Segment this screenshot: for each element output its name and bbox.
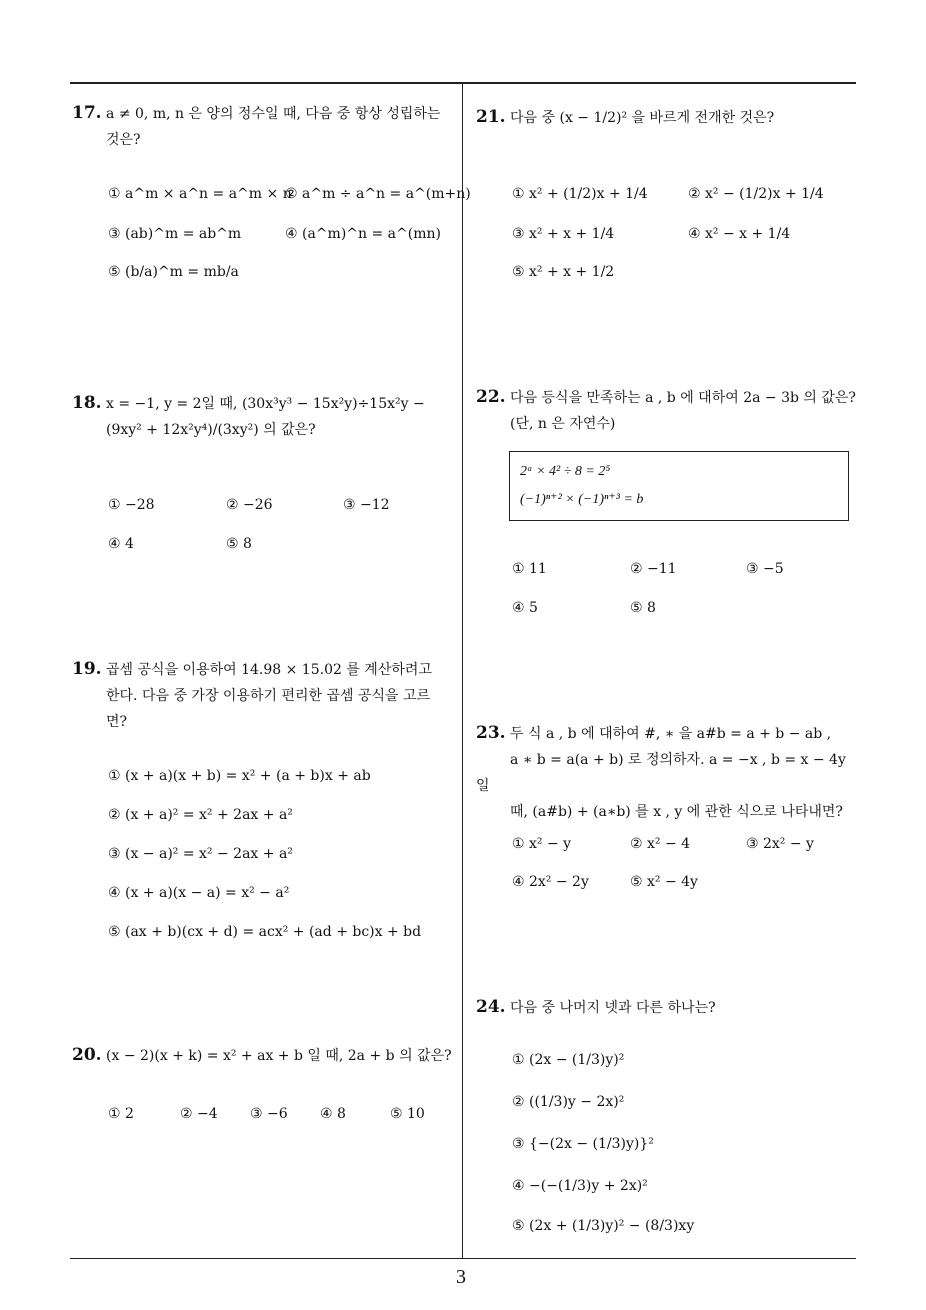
option-1[interactable]: ① (2x − (1/3)y)² — [512, 1052, 625, 1068]
option-2[interactable]: ② x² − (1/2)x + 1/4 — [688, 186, 824, 202]
question-stem: 다음 중 (x − 1/2)² 을 바르게 전개한 것은? — [510, 110, 775, 126]
question-stem: 다음 중 나머지 넷과 다른 하나는? — [510, 1000, 716, 1016]
question-17 — [72, 100, 457, 153]
option-3[interactable]: ③ x² + x + 1/4 — [512, 226, 615, 242]
option-1[interactable]: ① x² + (1/2)x + 1/4 — [512, 186, 648, 202]
question-number: 19. — [72, 659, 102, 679]
bottom-rule — [70, 1258, 856, 1259]
question-stem-cont: (9xy² + 12x²y⁴)/(3xy²) 의 값은? — [106, 422, 316, 438]
question-20 — [72, 1042, 457, 1069]
question-19 — [72, 656, 457, 735]
question-stem-cont: 때, (a#b) + (a∗b) 를 x , y 에 관한 식으로 나타내면? — [510, 804, 843, 820]
option-2[interactable]: ② x² − 4 — [630, 836, 691, 852]
option-2[interactable]: ② ((1/3)y − 2x)² — [512, 1094, 625, 1110]
option-1[interactable]: ① 11 — [512, 561, 547, 577]
option-2[interactable]: ② (x + a)² = x² + 2ax + a² — [108, 807, 293, 823]
option-1[interactable]: ① −28 — [108, 497, 155, 513]
option-5[interactable]: ⑤ 10 — [390, 1106, 425, 1122]
option-5[interactable]: ⑤ x² + x + 1/2 — [512, 264, 615, 280]
question-number: 23. — [476, 723, 506, 743]
option-4[interactable]: ④ (x + a)(x − a) = x² − a² — [108, 885, 290, 901]
option-2[interactable]: ② −11 — [630, 561, 677, 577]
option-1[interactable]: ① 2 — [108, 1106, 134, 1122]
option-4[interactable]: ④ 2x² − 2y — [512, 874, 589, 890]
option-1[interactable]: ① (x + a)(x + b) = x² + (a + b)x + ab — [108, 768, 371, 784]
option-3[interactable]: ③ −5 — [746, 561, 784, 577]
option-3[interactable]: ③ −6 — [250, 1106, 288, 1122]
option-3[interactable]: ③ (ab)^m = ab^m — [108, 226, 242, 242]
option-3[interactable]: ③ 2x² − y — [746, 836, 814, 852]
question-stem: (x − 2)(x + k) = x² + ax + b 일 때, 2a + b 의 값은? — [106, 1048, 452, 1064]
question-number: 22. — [476, 387, 506, 407]
condition-line-2: (−1)ⁿ⁺² × (−1)ⁿ⁺³ = b — [520, 492, 644, 507]
option-4[interactable]: ④ 4 — [108, 536, 134, 552]
question-18 — [72, 390, 457, 443]
question-stem-cont: 것은? — [106, 132, 141, 148]
option-5[interactable]: ⑤ 8 — [226, 536, 252, 552]
option-4[interactable]: ④ (a^m)^n = a^(mn) — [285, 226, 441, 242]
option-3[interactable]: ③ {−(2x − (1/3)y)}² — [512, 1136, 654, 1152]
question-24 — [476, 994, 856, 1021]
option-4[interactable]: ④ −(−(1/3)y + 2x)² — [512, 1178, 648, 1194]
option-4[interactable]: ④ x² − x + 1/4 — [688, 226, 791, 242]
question-number: 24. — [476, 997, 506, 1017]
question-stem-cont: 한다. 다음 중 가장 이용하기 편리한 곱셈 공식을 고르 — [106, 688, 431, 704]
option-2[interactable]: ② a^m ÷ a^n = a^(m+n) — [285, 186, 471, 202]
option-5[interactable]: ⑤ 8 — [630, 600, 656, 616]
question-stem-cont: 면? — [106, 714, 128, 730]
condition-box — [509, 451, 849, 521]
column-divider — [462, 84, 463, 1258]
question-21 — [476, 104, 856, 131]
question-stem-cont: (단, n 은 자연수) — [510, 416, 616, 432]
question-stem: 곱셈 공식을 이용하여 14.98 × 15.02 를 계산하려고 — [106, 662, 432, 678]
option-4[interactable]: ④ 5 — [512, 600, 538, 616]
option-3[interactable]: ③ −12 — [343, 497, 390, 513]
question-stem: 두 식 a , b 에 대하여 #, ∗ 을 a#b = a + b − ab , — [510, 726, 832, 742]
question-stem: a ≠ 0, m, n 은 양의 정수일 때, 다음 중 항상 성립하는 — [106, 106, 441, 122]
option-3[interactable]: ③ (x − a)² = x² − 2ax + a² — [108, 846, 293, 862]
question-number: 21. — [476, 107, 506, 127]
option-5[interactable]: ⑤ (2x + (1/3)y)² − (8/3)xy — [512, 1218, 695, 1234]
option-2[interactable]: ② −26 — [226, 497, 273, 513]
question-stem: x = −1, y = 2일 때, (30x³y³ − 15x²y)÷15x²y − — [106, 396, 425, 412]
option-5[interactable]: ⑤ (b/a)^m = mb/a — [108, 264, 239, 280]
question-stem-cont: a ∗ b = a(a + b) 로 정의하자. a = −x , b = x − 4y 일 — [476, 752, 846, 794]
option-5[interactable]: ⑤ (ax + b)(cx + d) = acx² + (ad + bc)x + bd — [108, 924, 422, 940]
question-23 — [476, 720, 860, 825]
question-stem: 다음 등식을 만족하는 a , b 에 대하여 2a − 3b 의 값은? — [510, 390, 856, 406]
option-1[interactable]: ① x² − y — [512, 836, 572, 852]
option-2[interactable]: ② −4 — [180, 1106, 218, 1122]
condition-line-1: 2ᵃ × 4² ÷ 8 = 2⁵ — [520, 464, 611, 479]
question-number: 17. — [72, 103, 102, 123]
page-number: 3 — [456, 1266, 466, 1288]
option-1[interactable]: ① a^m × a^n = a^m × n — [108, 186, 292, 202]
option-4[interactable]: ④ 8 — [320, 1106, 346, 1122]
question-number: 20. — [72, 1045, 102, 1065]
top-rule — [70, 82, 856, 84]
question-number: 18. — [72, 393, 102, 413]
option-5[interactable]: ⑤ x² − 4y — [630, 874, 698, 890]
question-22 — [476, 384, 860, 437]
